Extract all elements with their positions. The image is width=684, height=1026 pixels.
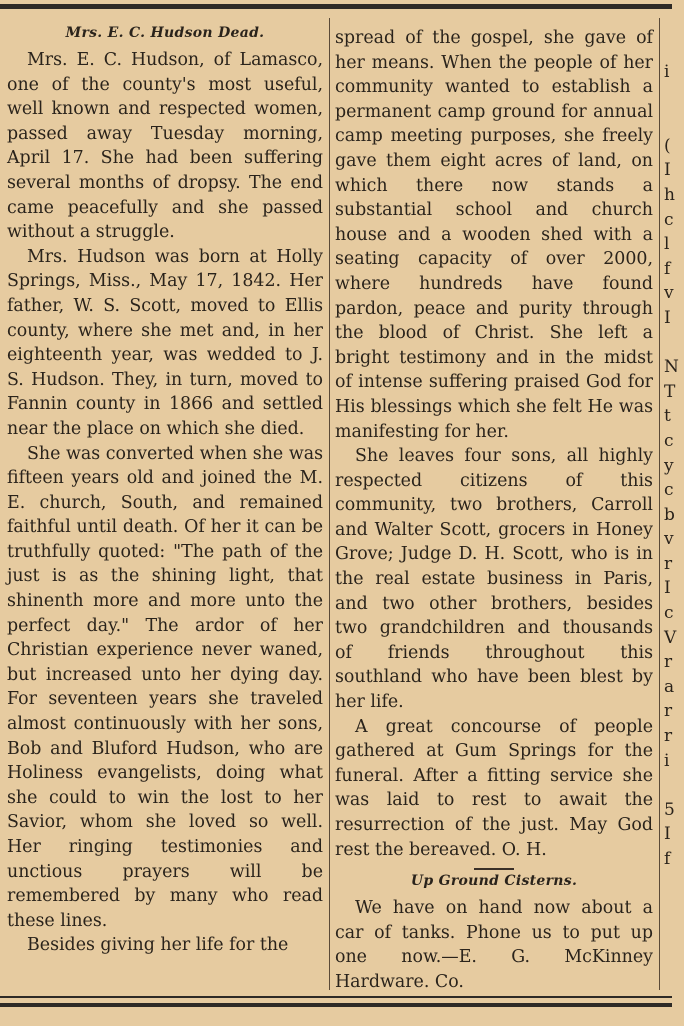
fragment-letter (664, 85, 684, 110)
fragment-letter: i (664, 62, 670, 82)
fragment-letter: v (664, 283, 674, 304)
paragraph: She leaves four sons, all highly respected citizens of this community, two brothers, Carroll and Walter Scott, grocers in Honey Grove; Judge D. H. Scott, who is in the real estate business in Paris, and two other brothers, besides two grandchildren and thousands of friends throughout this southland who have been blest by her life. (335, 446, 653, 713)
fragment-letter: I (664, 824, 671, 845)
fragment-letter: ( (664, 135, 671, 156)
fragment-letter: h (664, 184, 675, 205)
fragment-letter (664, 773, 684, 798)
paragraph: She was converted when she was fifteen years old and joined the M. E. church, South, and remained faithful until death. Of her it can be truthfully quoted: "The path of the just is as the shining light, that shinenth more and more unto the perfect day." The ardor of her Christian experience never waned, but increased unto her dying day. For seventeen years she traveled almost continuously with her sons, Bob and Bluford Hudson, who are Holiness evangelists, doing what she could to win the lost to her Savior, whom she loved so well. Her ringing testimonies and unctious prayers will be remembered by many who read these lines. (7, 443, 323, 931)
fragment-letter: I (664, 160, 671, 181)
fragment-letter: f (664, 849, 671, 869)
fragment-letter: 5 (664, 799, 675, 820)
fragment-letter: l (664, 234, 670, 255)
fragment-letter: r (664, 726, 673, 747)
fragment-letter: r (664, 652, 673, 673)
paragraph: Besides giving her life for the (27, 935, 289, 956)
fragment-letter: N (664, 357, 679, 378)
fragment-letter: t (664, 406, 671, 427)
fragment-letter: v (664, 529, 674, 550)
top-rule (0, 4, 672, 9)
paragraph-text: A great concourse of people gathered at Gum Springs for the funeral. After a fitting service she was laid to rest to await the resurrection of the just. May God rest the bereaved. (335, 716, 653, 860)
paragraph-continued: spread of the gospel, she gave of her means. When the people of her community wanted to establish a permanent camp ground for annual camp meeting purposes, she freely gave them eight acres of land, on which there now stands a substantial school and church house and a wooden shed with a seating capacity of over 2000, where hundreds have found pardon, peace and purity through the blood of Christ. She left a bright testimony and in the midst of intense suffering praised God for His blessings which she felt He was manifesting for her. (335, 28, 653, 442)
column-separator (329, 18, 330, 990)
fragment-letter: c (664, 480, 674, 501)
fragment-letter: f (664, 258, 671, 279)
column-3-fragment (664, 60, 684, 1026)
fragment-letter: i (664, 750, 670, 771)
bottom-rule (0, 996, 672, 998)
paragraph: Mrs. E. C. Hudson, of Lamasco, one of the county's most useful, well known and respected women, passed away Tuesday morning, April 17. She had been suffering several months of dropsy. The end came peacefully and she passed without a struggle. (7, 50, 323, 243)
column-1 (7, 22, 323, 988)
fragment-letter: c (664, 430, 674, 451)
fragment-letter: c (664, 209, 674, 230)
paragraph (335, 715, 653, 863)
fragment-letter (664, 331, 684, 356)
fragment-letter: y (664, 455, 674, 476)
column-separator (659, 18, 660, 990)
notice-body: We have on hand now about a car of tanks. Phone us to put up one now.—E. G. McKinney Hardware. Co. (335, 898, 653, 992)
bottom-rule (0, 1003, 672, 1007)
obituary-headline: Mrs. E. C. Hudson Dead. (65, 25, 265, 41)
fragment-letter (664, 109, 684, 134)
signature: O. H. (501, 839, 547, 860)
fragment-letter: I (664, 307, 671, 328)
fragment-letter: c (664, 603, 674, 624)
fragment-letter: b (664, 504, 675, 525)
fragment-letter: T (664, 381, 676, 402)
notice-headline: Up Ground Cisterns. (410, 873, 578, 890)
paragraph: Mrs. Hudson was born at Holly Springs, Miss., May 17, 1842. Her father, W. S. Scott, moved to Ellis county, where she met and, in her eighteenth year, was wedded to J. S. Hudson. They, in turn, moved to Fannin county in 1866 and settled near the place on which she died. (7, 246, 323, 439)
fragment-letter: V (664, 627, 677, 648)
fragment-letter: a (664, 676, 675, 697)
column-2 (335, 26, 653, 992)
fragment-letter: r (664, 701, 673, 722)
fragment-letter: I (664, 578, 671, 599)
fragment-letter: r (664, 553, 673, 574)
